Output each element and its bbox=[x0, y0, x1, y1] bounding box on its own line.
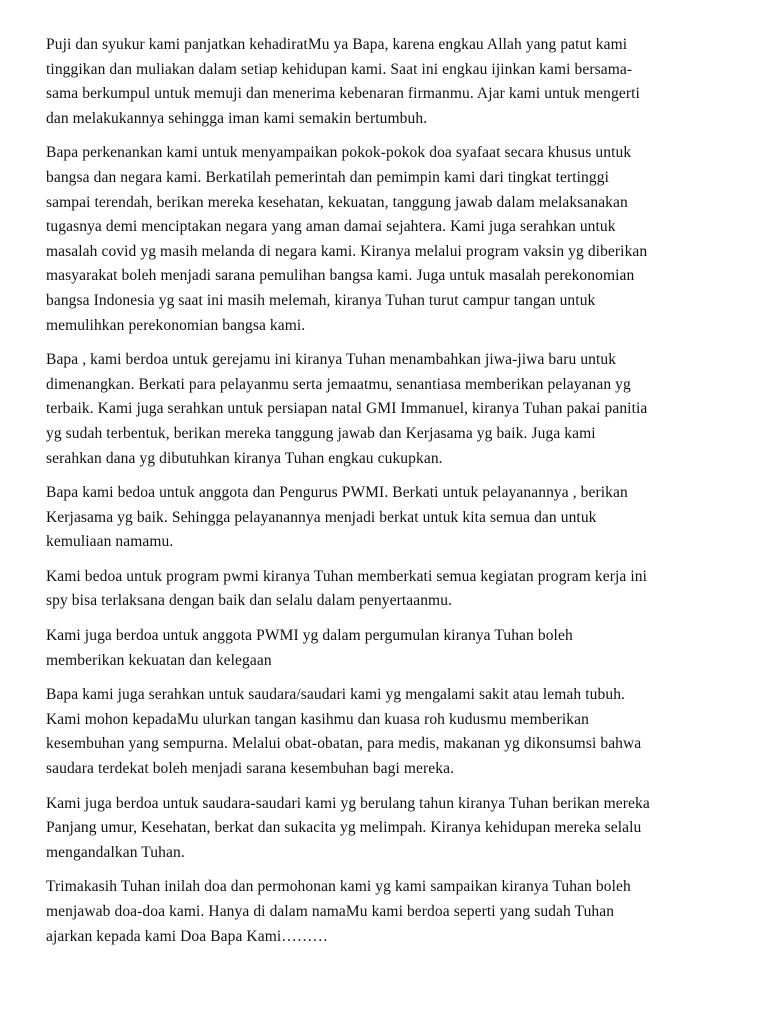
text-line: Kerjasama yg baik. Sehingga pelayanannya menjadi berkat untuk kita semua dan untuk bbox=[46, 508, 597, 526]
text-line: yg sudah terbentuk, berikan mereka tanggung jawab dan Kerjasama yg baik. Juga kami bbox=[46, 424, 596, 442]
text-line: dimenangkan. Berkati para pelayanmu serta jemaatmu, senantiasa memberikan pelayanan yg bbox=[46, 375, 631, 393]
document-body bbox=[46, 33, 728, 959]
paragraph-nation-prayer bbox=[46, 141, 728, 338]
text-line: Kami mohon kepadaMu ulurkan tangan kasihmu dan kuasa roh kudusmu memberikan bbox=[46, 710, 589, 728]
paragraph-church-prayer bbox=[46, 348, 728, 471]
text-line: Trimakasih Tuhan inilah doa dan permohonan kami yg kami sampaikan kiranya Tuhan boleh bbox=[46, 878, 631, 896]
paragraph-closing bbox=[46, 875, 728, 949]
text-line: Puji dan syukur kami panjatkan kehadiratMu ya Bapa, karena engkau Allah yang patut kami bbox=[46, 36, 628, 53]
text-line: kesembuhan yang sempurna. Melalui obat-obatan, para medis, makanan yg dikonsumsi bahwa bbox=[46, 735, 642, 753]
paragraph-pwmi-program bbox=[46, 565, 728, 614]
text-line: Kami juga berdoa untuk saudara-saudari kami yg berulang tahun kiranya Tuhan berikan mereka bbox=[46, 794, 650, 812]
paragraph-pwmi-struggles bbox=[46, 624, 728, 673]
paragraph-opening-praise bbox=[46, 33, 728, 131]
text-line: terbaik. Kami juga serahkan untuk persiapan natal GMI Immanuel, kiranya Tuhan pakai panitia bbox=[46, 400, 648, 418]
text-line: memberikan kekuatan dan kelegaan bbox=[46, 651, 272, 669]
text-line: saudara terdekat boleh menjadi sarana kesembuhan bagi mereka. bbox=[46, 760, 455, 778]
text-line: Bapa kami bedoa untuk anggota dan Pengurus PWMI. Berkati untuk pelayanannya , berikan bbox=[46, 484, 628, 502]
text-line: sampai terendah, berikan mereka kesehatan, kekuatan, tanggung jawab dalam melaksanakan bbox=[46, 193, 628, 211]
text-line: Panjang umur, Kesehatan, berkat dan sukacita yg melimpah. Kiranya kehidupan mereka selalu bbox=[46, 819, 642, 837]
text-line: dan melakukannya sehingga iman kami semakin bertumbuh. bbox=[46, 109, 428, 127]
paragraph-birthday-prayer bbox=[46, 792, 728, 866]
text-line: ajarkan kepada kami Doa Bapa Kami……… bbox=[46, 927, 329, 945]
text-line: bangsa Indonesia yg saat ini masih melemah, kiranya Tuhan turut campur tangan untuk bbox=[46, 291, 596, 309]
text-line: kemuliaan namamu. bbox=[46, 533, 174, 551]
text-line: Bapa kami juga serahkan untuk saudara/saudari kami yg mengalami sakit atau lemah tubuh. bbox=[46, 686, 626, 704]
text-line: Kami juga berdoa untuk anggota PWMI yg dalam pergumulan kiranya Tuhan boleh bbox=[46, 627, 573, 645]
text-line: bangsa dan negara kami. Berkatilah pemerintah dan pemimpin kami dari tingkat tertinggi bbox=[46, 168, 609, 186]
text-line: spy bisa terlaksana dengan baik dan selalu dalam penyertaanmu. bbox=[46, 592, 453, 610]
paragraph-pwmi-members bbox=[46, 481, 728, 555]
text-line: Bapa perkenankan kami untuk menyampaikan pokok-pokok doa syafaat secara khusus untuk bbox=[46, 144, 632, 162]
text-line: Bapa , kami berdoa untuk gerejamu ini kiranya Tuhan menambahkan jiwa-jiwa baru untuk bbox=[46, 351, 617, 369]
text-line: memulihkan perekonomian bangsa kami. bbox=[46, 316, 306, 334]
text-line: tugasnya demi menciptakan negara yang aman damai sejahtera. Kami juga serahkan untuk bbox=[46, 218, 616, 236]
text-line: mengandalkan Tuhan. bbox=[46, 843, 185, 861]
text-line: masyarakat boleh menjadi sarana pemulihan bangsa kami. Juga untuk masalah perekonomian bbox=[46, 267, 635, 285]
text-line: masalah covid yg masih melanda di negara kami. Kiranya melalui program vaksin yg diberikan bbox=[46, 242, 648, 260]
text-line: sama berkumpul untuk memuji dan menerima kebenaran firmanmu. Ajar kami untuk mengerti bbox=[46, 85, 640, 103]
text-line: Kami bedoa untuk program pwmi kiranya Tuhan memberkati semua kegiatan program kerja ini bbox=[46, 567, 647, 585]
text-line: serahkan dana yg dibutuhkan kiranya Tuhan engkau cukupkan. bbox=[46, 449, 443, 467]
text-line: menjawab doa-doa kami. Hanya di dalam namaMu kami berdoa seperti yang sudah Tuhan bbox=[46, 903, 615, 920]
text-line: tinggikan dan muliakan dalam setiap kehidupan kami. Saat ini engkau ijinkan kami bersama- bbox=[46, 60, 633, 78]
paragraph-sick-prayer bbox=[46, 683, 728, 781]
